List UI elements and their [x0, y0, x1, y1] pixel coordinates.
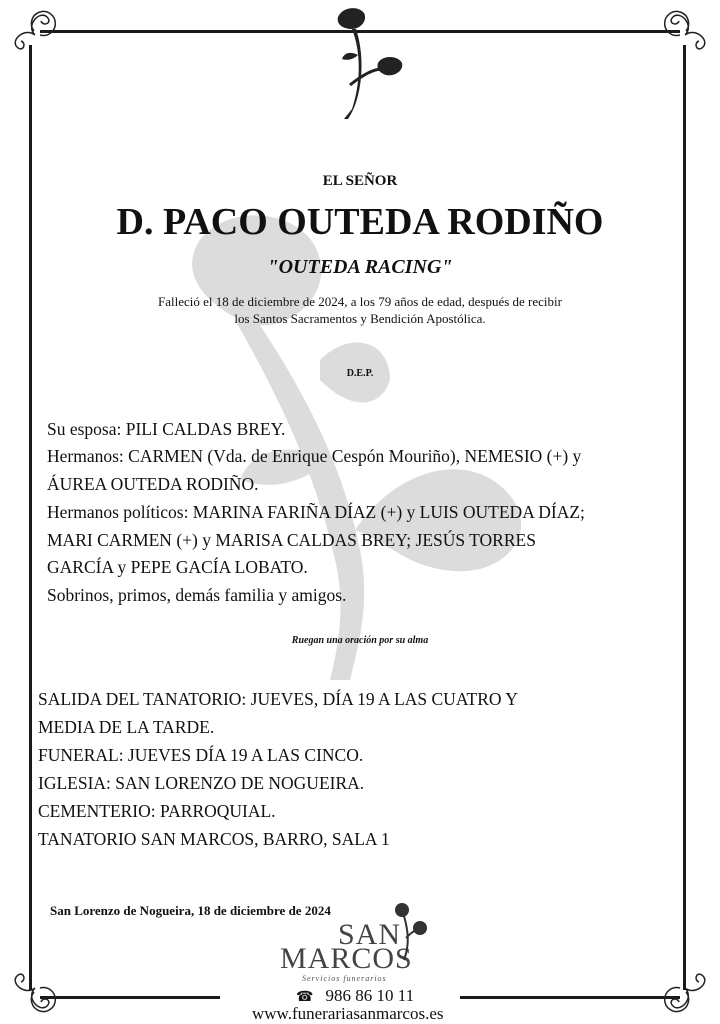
family-line: ÁUREA OUTEDA RODIÑO. [47, 474, 259, 494]
telephone-icon: ☎ [296, 990, 314, 1005]
family-line: Hermanos: CARMEN (Vda. de Enrique Cespón Mouriño), NEMESIO (+) y [47, 446, 582, 466]
ceremony-line: IGLESIA: SAN LORENZO DE NOGUEIRA. [38, 773, 365, 793]
family-line: Sobrinos, primos, demás familia y amigos. [47, 585, 347, 605]
place-date: San Lorenzo de Nogueira, 18 de diciembre de 2024 [50, 903, 331, 918]
ornament-corner-icon [5, 5, 65, 65]
phone-row [296, 986, 414, 1006]
logo-line2: MARCOS [280, 942, 413, 975]
ornament-corner-icon [655, 5, 715, 65]
logo-flower-icon [392, 902, 432, 962]
ceremony-line: MEDIA DE LA TARDE. [38, 717, 215, 737]
family-line: Hermanos políticos: MARINA FARIÑA DÍAZ (+) y LUIS OUTEDA DÍAZ; [47, 502, 585, 522]
death-notice-line: los Santos Sacramentos y Bendición Apostólica. [234, 311, 486, 326]
nickname: "OUTEDA RACING" [267, 256, 453, 278]
family-line: Su esposa: PILI CALDAS BREY. [47, 419, 286, 439]
rose-icon [330, 5, 410, 120]
family-line: GARCÍA y PEPE GACÍA LOBATO. [47, 557, 308, 577]
title-prefix: EL SEÑOR [322, 173, 398, 189]
prayer-note: Ruegan una oración por su alma [291, 635, 429, 646]
family-line: MARI CARMEN (+) y MARISA CALDAS BREY; JESÚS TORRES [47, 530, 536, 550]
dep: D.E.P. [346, 368, 374, 379]
ceremony-line: FUNERAL: JUEVES DÍA 19 A LAS CINCO. [38, 745, 364, 765]
ceremony-line: SALIDA DEL TANATORIO: JUEVES, DÍA 19 A LAS CUATRO Y [38, 689, 518, 709]
deceased-name: D. PACO OUTEDA RODIÑO [116, 201, 604, 243]
death-notice-line: Falleció el 18 de diciembre de 2024, a los 79 años de edad, después de recibir [158, 294, 562, 309]
ceremony-line: CEMENTERIO: PARROQUIAL. [38, 801, 276, 821]
frame-bottom-left [40, 996, 220, 999]
ornament-corner-icon [5, 958, 65, 1018]
logo-line1: SAN [338, 918, 402, 951]
website[interactable]: www.funerariasanmarcos.es [252, 1004, 444, 1023]
san-marcos-logo [280, 910, 440, 985]
ornament-corner-icon [655, 958, 715, 1018]
ceremony-line: TANATORIO SAN MARCOS, BARRO, SALA 1 [38, 829, 390, 849]
frame-bottom-right [460, 996, 680, 999]
phone-number: 986 86 10 11 [325, 986, 415, 1005]
logo-tagline: Servicios funerarios [302, 974, 387, 983]
